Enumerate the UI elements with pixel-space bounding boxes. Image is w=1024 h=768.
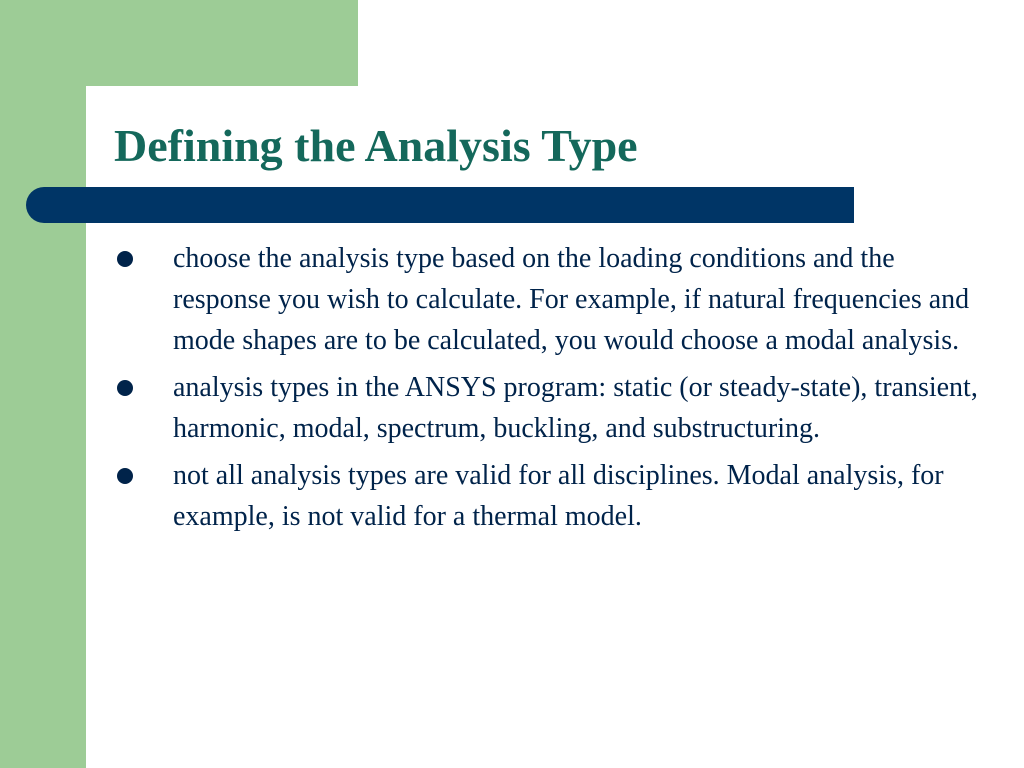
bullet-dot-icon	[117, 251, 133, 267]
bullet-list	[114, 238, 994, 543]
slide-title: Defining the Analysis Type	[114, 120, 638, 171]
bullet-text: analysis types in the ANSYS program: static (or steady-state), transient, harmonic, modal, spectrum, buckling, and substructuring.	[173, 372, 978, 444]
title-underline-bar	[26, 187, 854, 223]
bullet-dot-icon	[117, 380, 133, 396]
bullet-item	[114, 455, 994, 537]
bullet-text: not all analysis types are valid for all disciplines. Modal analysis, for example, is not valid for a thermal model.	[173, 460, 944, 532]
bullet-item	[114, 367, 994, 449]
bullet-text: choose the analysis type based on the loading conditions and the response you wish to calculate. For example, if natural frequencies and mode shapes are to be calculated, you would choose a modal analysis.	[173, 243, 970, 356]
bullet-dot-icon	[117, 468, 133, 484]
decorative-green-side-band	[0, 0, 86, 768]
bullet-item	[114, 238, 994, 361]
decorative-green-top-band	[0, 0, 358, 86]
